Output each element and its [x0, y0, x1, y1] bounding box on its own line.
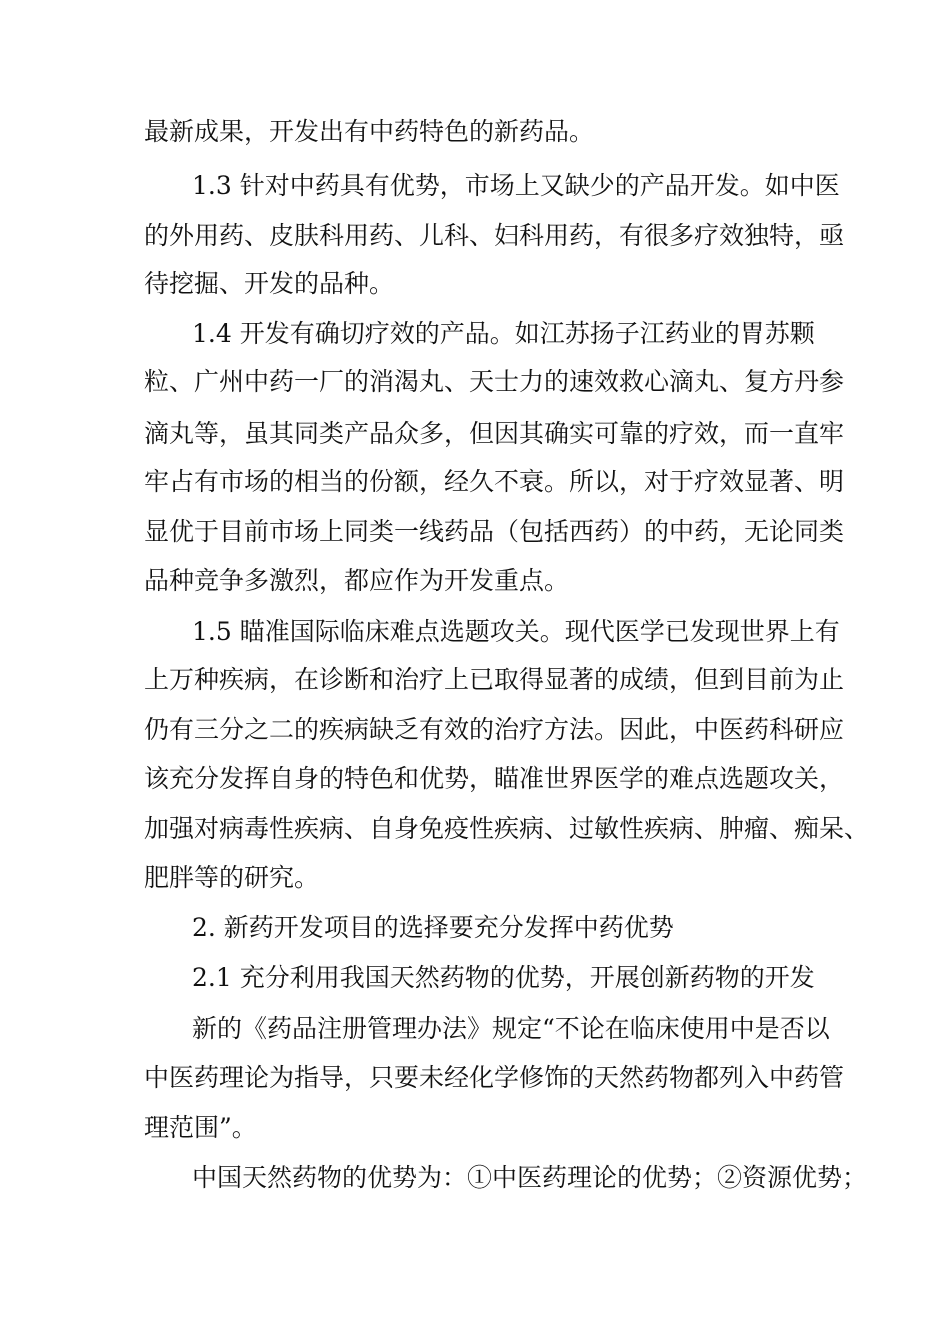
text-line: 肥胖等的研究。 [144, 863, 320, 892]
text-line: 上万种疾病，在诊断和治疗上已取得显著的成绩，但到目前为止 [144, 665, 845, 694]
text-line: 的外用药、皮肤科用药、儿科、妇科用药，有很多疗效独特，亟 [144, 221, 845, 250]
text-line: 仍有三分之二的疾病缺乏有效的治疗方法。因此，中医药科研应 [144, 715, 845, 744]
text-line: 牢占有市场的相当的份额，经久不衰。所以，对于疗效显著、明 [144, 467, 845, 496]
section-2-1-heading: 2.1 充分利用我国天然药物的优势，开展创新药物的开发 [192, 963, 815, 992]
section-1-4-line: 1.4 开发有确切疗效的产品。如江苏扬子江药业的胃苏颗 [192, 319, 815, 348]
text-line: 最新成果，开发出有中药特色的新药品。 [144, 117, 595, 146]
section-2-heading: 2. 新药开发项目的选择要充分发挥中药优势 [192, 913, 674, 942]
text-line: 粒、广州中药一厂的消渴丸、天士力的速效救心滴丸、复方丹参 [144, 367, 845, 396]
text-line: 中医药理论为指导，只要未经化学修饰的天然药物都列入中药管 [144, 1063, 845, 1092]
text-line: 显优于目前市场上同类一线药品（包括西药）的中药，无论同类 [144, 517, 845, 546]
text-line: 加强对病毒性疾病、自身免疫性疾病、过敏性疾病、肿瘤、痴呆、 [144, 814, 870, 843]
text-line: 理范围”。 [144, 1113, 257, 1142]
text-line: 新的《药品注册管理办法》规定“不论在临床使用中是否以 [192, 1014, 830, 1043]
text-line: 品种竞争多激烈，都应作为开发重点。 [144, 566, 570, 595]
section-1-3-line: 1.3 针对中药具有优势，市场上又缺少的产品开发。如中医 [192, 171, 840, 200]
text-line: 该充分发挥自身的特色和优势，瞄准世界医学的难点选题攻关， [144, 764, 845, 793]
section-1-5-line: 1.5 瞄准国际临床难点选题攻关。现代医学已发现世界上有 [192, 617, 840, 646]
text-line: 中国天然药物的优势为：①中医药理论的优势；②资源优势； [192, 1163, 868, 1192]
text-line: 滴丸等，虽其同类产品众多，但因其确实可靠的疗效，而一直牢 [144, 419, 845, 448]
text-line: 待挖掘、开发的品种。 [144, 269, 395, 298]
